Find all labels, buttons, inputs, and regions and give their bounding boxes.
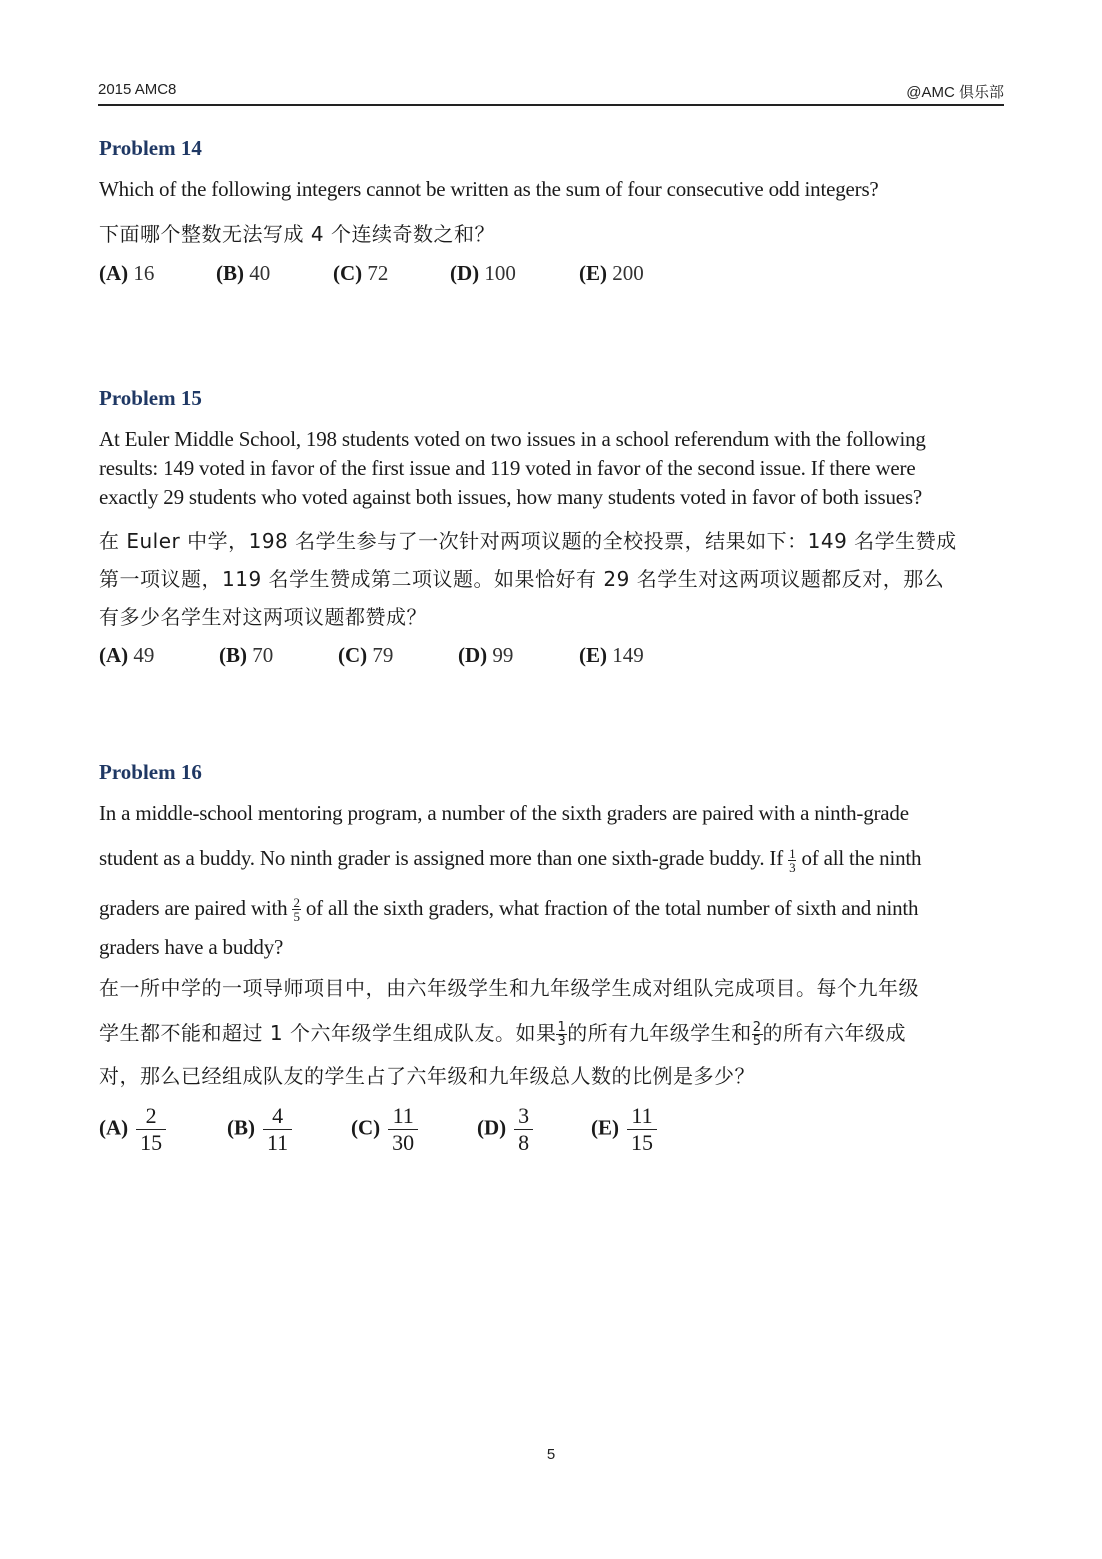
problem-text-zh-3: 有多少名学生对这两项议题都赞成？ — [99, 605, 427, 629]
problem-title: Problem 14 — [99, 136, 202, 160]
choice-e: (E) $\frac{11}{15}$ — [591, 1103, 657, 1156]
problem-text-en-4: graders have a buddy? — [99, 935, 284, 960]
fraction-two-fifths: $\frac{2}{5}$ — [752, 1020, 762, 1050]
problem-text-en-1: In a middle-school mentoring program, a number of the sixth graders are paired with a ninth-grade — [99, 801, 909, 825]
page-header — [98, 78, 1004, 106]
problem-text-en-1: At Euler Middle School, 198 students voted on two issues in a school referendum with the following — [99, 427, 926, 451]
fraction-two-fifths: $\frac{2}{5}$ — [293, 895, 300, 925]
choice-c: (C) 72 — [333, 261, 389, 285]
choice-d: (D) 99 — [458, 643, 514, 667]
problem-text-zh-1: 在一所中学的一项导师项目中，由六年级学生和九年级学生成对组队完成项目。每个九年级 — [99, 976, 919, 1001]
choice-b: (B) $\frac{4}{11}$ — [227, 1103, 351, 1156]
problem-16 — [99, 760, 1005, 1156]
problem-title: Problem 16 — [99, 760, 202, 784]
fraction-one-third: $\frac{1}{3}$ — [789, 845, 796, 875]
problem-text-zh: 下面哪个整数无法写成 4 个连续奇数之和？ — [99, 222, 495, 246]
choice-d: (D) 100 — [450, 261, 516, 285]
problem-14 — [99, 136, 1005, 286]
choice-c: (C) $\frac{11}{30}$ — [351, 1103, 477, 1156]
problem-text-en-2: student as a buddy. No ninth grader is assigned more than one sixth-grade buddy. If $\frac{1}{3}$ of all the ninth — [99, 845, 922, 875]
answer-choices — [99, 261, 1005, 286]
choice-a: (A) $\frac{2}{15}$ — [99, 1103, 227, 1156]
choice-e: (E) 200 — [579, 261, 644, 285]
choice-a: (A) 16 — [99, 261, 155, 285]
answer-choices — [99, 1103, 1005, 1156]
answer-choices — [99, 643, 1005, 668]
page-number: 5 — [546, 1446, 556, 1463]
problem-text-en-3: exactly 29 students who voted against both issues, how many students voted in favor of both issues? — [99, 485, 922, 509]
problem-text-zh-2: 学生都不能和超过 1 个六年级学生组成队友。如果 $\frac{1}{3}$ 的所有九年级学生和 $\frac{2}{5}$ 的所有六年级成 — [99, 1020, 907, 1050]
problem-15 — [99, 386, 1005, 668]
problem-text-zh-2: 第一项议题，119 名学生赞成第二项议题。如果恰好有 29 名学生对这两项议题都反对，那么 — [99, 567, 945, 591]
problem-title: Problem 15 — [99, 386, 202, 410]
header-left: 2015 AMC8 — [98, 81, 177, 98]
choice-b: (B) 70 — [219, 643, 274, 667]
problem-text-en-3: graders are paired with $\frac{2}{5}$ of all the sixth graders, what fraction of the total number of sixth and ninth — [99, 895, 919, 925]
problem-text-zh-1: 在 Euler 中学，198 名学生参与了一次针对两项议题的全校投票，结果如下：149 名学生赞成 — [99, 529, 957, 553]
header-right: @AMC 俱乐部 — [906, 84, 1004, 101]
choice-e: (E) 149 — [579, 643, 644, 667]
problem-text-en-2: results: 149 voted in favor of the first issue and 119 voted in favor of the second issue. If there were — [99, 456, 916, 480]
fraction-one-third: $\frac{1}{3}$ — [557, 1020, 567, 1050]
choice-d: (D) $\frac{3}{8}$ — [477, 1103, 591, 1156]
choice-b: (B) 40 — [216, 261, 271, 285]
choice-c: (C) 79 — [338, 643, 394, 667]
choice-a: (A) 49 — [99, 643, 155, 667]
problem-text-en: Which of the following integers cannot be written as the sum of four consecutive odd integers? — [99, 177, 879, 201]
problem-text-zh-3: 对，那么已经组成队友的学生占了六年级和九年级总人数的比例是多少？ — [99, 1064, 755, 1089]
